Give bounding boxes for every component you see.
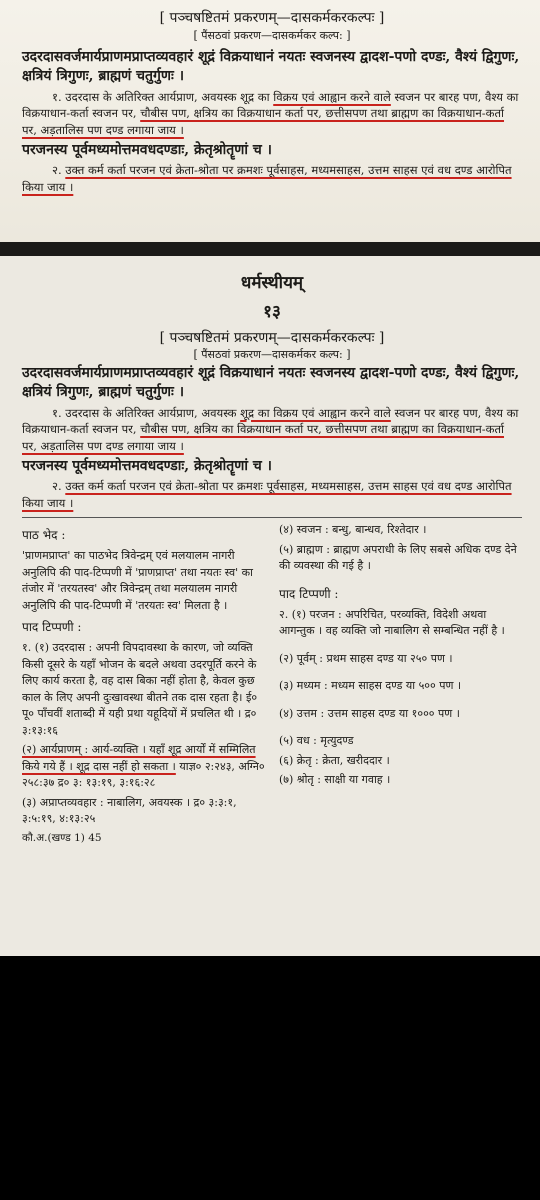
note-1: १. (१) उदरदास : अपनी विपदावस्था के कारण, जो व्यक्ति किसी दूसरे के यहाँ भोजन के बदले अथवा उदरपूर्ति करने के लिए कार्य करता है, वह दास बिका नहीं होता है, केवल कुछ काल के लिए अपनी दुःखावस्था बीतने तक दास रहता है। ई० पू० पाँचवीं शताब्दी में यही प्रथा यहूदियों में प्रचलित थी । द्र० ३:१३:१६ [22, 641, 258, 737]
top-underline-2: चौबीस पण, क्षत्रिय का विक्रयाधान कर्ता पर, छत्तीसपण तथा ब्राह्मण का विक्रयाधान-कर्ता पर, अड़तालिस पण दण्ड लगाया जाय । [22, 106, 505, 137]
note-3: (३) अप्राप्तव्यवहार : नाबालिग, अवयस्क । द्र० ३:३:१, ३:५:१९, ४:१३:२५ [22, 795, 237, 826]
underline-1: शूद्र का विक्रय एवं आह्वान करने वाले [240, 405, 391, 420]
top-translation-1: १. उदरदास के अतिरिक्त आर्यप्राण, अवयस्क शूद्र का विक्रय एवं आह्वान करने वाले स्वजन पर बारह पण, वैश्य का विक्रयाधान-कर्ता स्वजन पर, चौबीस पण, क्षत्रिय का विक्रयाधान कर्ता पर, छत्तीसपण तथा ब्राह्मण का विक्रयाधान-कर्ता पर, अड़तालिस पण दण्ड लगाया जाय । [22, 89, 519, 137]
pad-tippani-heading-left: पाद टिप्पणी : [22, 620, 82, 635]
sutra-2: परजनस्य पूर्वमध्यमोत्तमवधदण्डाः, क्रेतृश्रोतॄणां च । [22, 457, 272, 474]
note-r2-1: २. (१) परजन : अपरिचित, परव्यक्ति, विदेशी अथवा आगन्तुक । वह व्यक्ति जो नाबालिग से सम्बन्धित नहीं है । [279, 607, 505, 638]
notes-columns [22, 522, 522, 849]
underline-2: चौबीस पण, क्षत्रिय का विक्रयाधान कर्ता पर, छत्तीसपण तथा ब्राह्मण का विक्रयाधान-कर्ता पर, अड़तालिस पण दण्ड लगाया जाय । [22, 422, 505, 453]
top-chapter-subtitle: [ पैंसठवां प्रकरण—दासकर्मकर कल्प: ] [193, 29, 351, 42]
note-r2-4: (४) उत्तम : उत्तम साहस दण्ड या १००० पण । [279, 706, 460, 720]
book-page [0, 256, 540, 956]
notes-right-column [279, 522, 522, 849]
photo-top-section [0, 0, 540, 242]
top-chapter-title: [ पञ्चषष्टितमं प्रकरणम्—दासकर्मकरकल्पः ] [159, 10, 385, 26]
note-2: (२) आर्यप्राणम् : आर्य-व्यक्ति । यहाँ शूद्र आर्यों में सम्मिलित किये गये हैं । शूद्र दास नहीं हो सकता । याज्ञ० २:२४३, अग्नि० २५८:३७ द्र० ३: १३:१९, ३:१६:२८ [22, 743, 265, 790]
chapter-title: [ पञ्चषष्टितमं प्रकरणम्—दासकर्मकरकल्पः ] [159, 330, 385, 346]
top-sutra-2: परजनस्य पूर्वमध्यमोत्तमवधदण्डाः, क्रेतृश्रोतॄणां च । [22, 141, 272, 158]
translation-2: २. उक्त कर्म कर्ता परजन एवं क्रेता-श्रोता पर क्रमशः पूर्वसाहस, मध्यमसाहस, उत्तम साहस एवं वध दण्ड आरोपित किया जाय । [22, 478, 512, 510]
top-translation-2: २. उक्त कर्म कर्ता परजन एवं क्रेता-श्रोता पर क्रमशः पूर्वसाहस, मध्यमसाहस, उत्तम साहस एवं वध दण्ड आरोपित किया जाय । [22, 162, 512, 194]
note-r-4: (४) स्वजन : बन्धु, बान्धव, रिश्तेदार । [279, 523, 427, 537]
note-r2-5: (५) वध : मृत्युदण्ड [279, 734, 354, 748]
note-2-underline: (२) आर्यप्राणम् : आर्य-व्यक्ति । यहाँ शूद्र आर्यों में सम्मिलित किये गये हैं । शूद्र दास नहीं हो सकता । [22, 743, 256, 773]
note-r2-7: (७) श्रोतृ : साक्षी या गवाह । [279, 773, 391, 787]
chapter-number: १३ [263, 302, 281, 322]
note-r2-6: (६) क्रेतृ : क्रेता, खरीददार । [279, 753, 390, 767]
top-sutra-1: उदरदासवर्जमार्यप्राणमप्राप्तव्यवहारं शूद्रं विक्रयाधानं नयतः स्वजनस्य द्वादश-पणो दण्डः, वैश्यं द्विगुणः, क्षत्रियं त्रिगुणः, ब्राह्मणं चतुर्गुणः । [22, 49, 520, 85]
underline-3: उक्त कर्म कर्ता परजन एवं क्रेता-श्रोता पर क्रमशः पूर्वसाहस, मध्यमसाहस, उत्तम साहस एवं वध दण्ड आरोपित किया जाय । [22, 478, 512, 510]
running-head: धर्मस्थीयम् [240, 273, 304, 293]
note-r2-3: (३) मध्यम : मध्यम साहस दण्ड या ५०० पण । [279, 679, 462, 693]
path-bhed-heading: पाठ भेद : [22, 528, 66, 543]
chapter-subtitle: [ पैंसठवां प्रकरण—दासकर्मकर कल्प: ] [193, 348, 351, 361]
section-divider [22, 517, 522, 518]
notes-left-column [22, 522, 265, 849]
note-r2-2: (२) पूर्वम् : प्रथम साहस दण्ड या २५० पण । [279, 651, 453, 665]
bottom-background [0, 956, 540, 1200]
pad-tippani-heading-right: पाद टिप्पणी : [279, 586, 339, 601]
path-bhed-text: 'प्राणमप्राप्त' का पाठभेद त्रिवेन्द्रम् एवं मलयालम नागरी अनुलिपि की पाद-टिप्पणी में 'प्राणप्राप्त' तथा नयतः स्व' का तंजोर में 'तरयतस्व' और त्रिवेन्द्रम् तथा मलयालम नागरी अनुलिपि की पाद-टिप्पणी में 'तरयतः स्व' मिलता है । [22, 549, 253, 612]
photo-divider [0, 242, 540, 256]
sutra-1: उदरदासवर्जमार्यप्राणमप्राप्तव्यवहारं शूद्रं विक्रयाधानं नयतः स्वजनस्य द्वादश-पणो दण्डः, वैश्यं द्विगुणः, क्षत्रियं त्रिगुणः, ब्राह्मणं चतुर्गुणः । [22, 365, 520, 401]
translation-1: १. उदरदास के अतिरिक्त आर्यप्राण, अवयस्क शूद्र का विक्रय एवं आह्वान करने वाले स्वजन पर बारह पण, वैश्य का विक्रयाधान-कर्ता स्वजन पर, चौबीस पण, क्षत्रिय का विक्रयाधान कर्ता पर, छत्तीसपण तथा ब्राह्मण का विक्रयाधान-कर्ता पर, अड़तालिस पण दण्ड लगाया जाय । [22, 405, 519, 453]
page-footer: कौ.अ.(खण्ड 1) 45 [22, 831, 102, 844]
top-underline-1: विक्रय एवं आह्वान करने वाले [273, 89, 391, 104]
note-r-5: (५) ब्राह्मण : ब्राह्मण अपराधी के लिए सबसे अधिक दण्ड देने की व्यवस्था की गई है । [279, 542, 517, 573]
top-underline-3: उक्त कर्म कर्ता परजन एवं क्रेता-श्रोता पर क्रमशः पूर्वसाहस, मध्यमसाहस, उत्तम साहस एवं वध दण्ड आरोपित किया जाय । [22, 162, 512, 194]
